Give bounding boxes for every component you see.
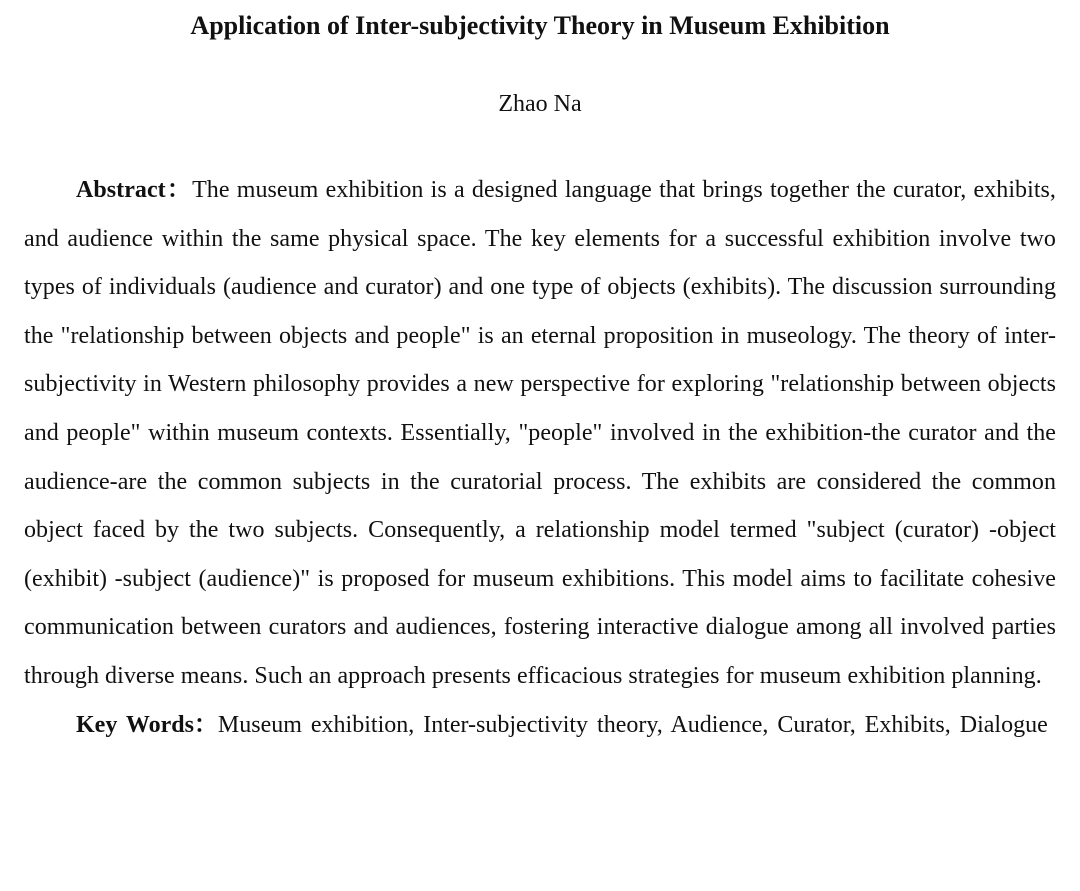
keywords-label: Key Words：	[76, 711, 218, 738]
abstract-label: Abstract：	[76, 177, 193, 203]
paper-title: Application of Inter-subjectivity Theory in Museum Exhibition	[190, 11, 890, 40]
abstract-paragraph	[24, 166, 1056, 701]
keywords-paragraph	[24, 701, 1056, 750]
abstract-text: The museum exhibition is a designed language that brings together the curator, exhibits, and audience within the same physical space. The key elements for a successful exhibition involve two types of individuals (audience and curator) and one type of objects (exhibits). The discussion surrounding the "relationship between objects and people" is an eternal proposition in museology. The theory of inter-subjectivity in Western philosophy provides a new perspective for exploring "relationship between objects and people" within museum contexts. Essentially, "people" involved in the exhibition-the curator and the audience-are the common subjects in the curatorial process. The exhibits are considered the common object faced by the two subjects. Consequently, a relationship model termed "subject (curator) -object (exhibit) -subject (audience)" is proposed for museum exhibitions. This model aims to facilitate cohesive communication between curators and audiences, fostering interactive dialogue among all involved parties through diverse means. Such an approach presents efficacious strategies for museum exhibition planning.	[24, 177, 1056, 689]
keywords-text: Museum exhibition, Inter-subjectivity theory, Audience, Curator, Exhibits, Dialogue	[217, 711, 1048, 738]
paper-author: Zhao Na	[498, 91, 582, 117]
